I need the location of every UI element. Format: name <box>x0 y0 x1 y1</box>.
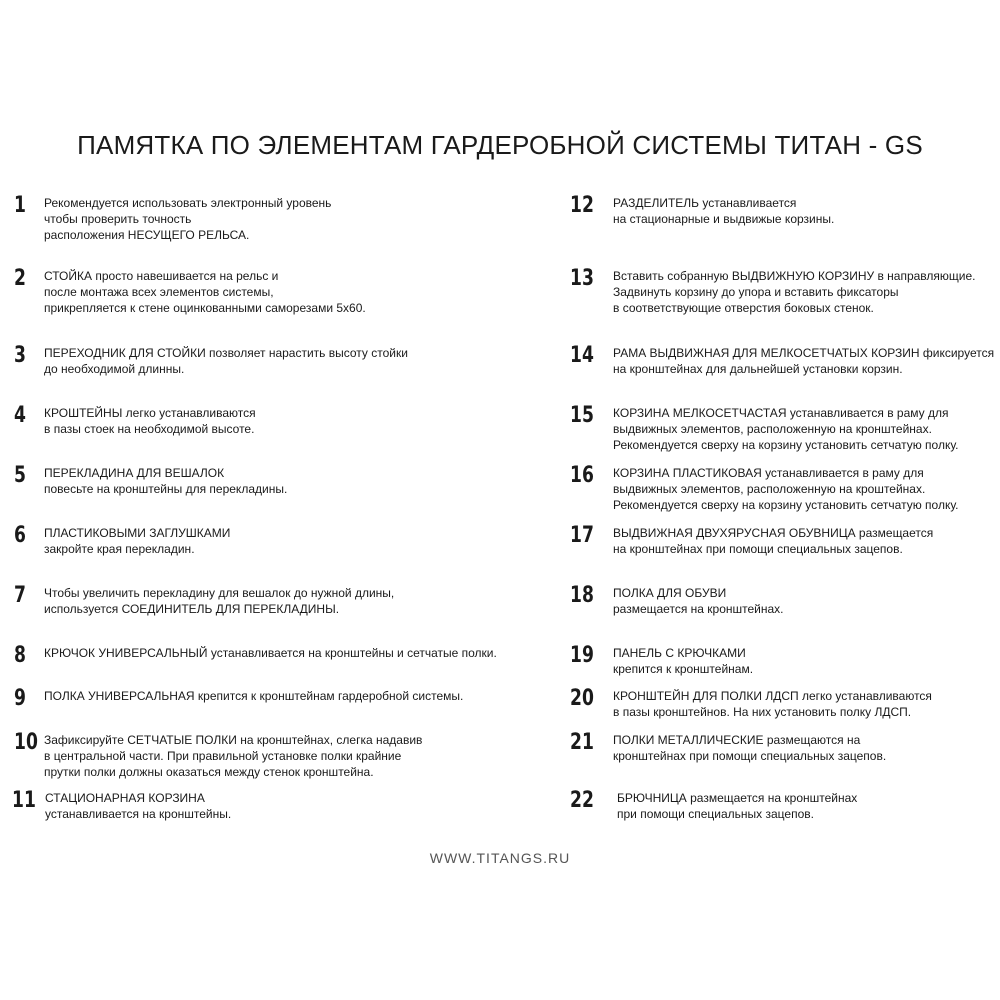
instruction-text <box>44 732 422 780</box>
instruction-number: 9 <box>14 686 26 711</box>
instruction-number: 15 <box>570 403 594 428</box>
instruction-line: чтобы проверить точность <box>44 212 192 226</box>
instruction-number: 11 <box>12 788 36 813</box>
instruction-line: повесьте на кронштейны для перекладины. <box>44 482 288 496</box>
instruction-line: КРЮЧОК УНИВЕРСАЛЬНЫЙ устанавливается на кронштейны и сетчатые полки. <box>44 646 497 660</box>
instruction-text <box>44 645 497 661</box>
instruction-text <box>44 465 287 497</box>
instruction-line: СТАЦИОНАРНАЯ КОРЗИНА <box>45 791 205 805</box>
instruction-number: 4 <box>14 403 26 428</box>
instruction-line: РАЗДЕЛИТЕЛЬ устанавливается <box>613 196 797 210</box>
instruction-text <box>613 525 933 557</box>
instruction-line: в пазы стоек на необходимой высоте. <box>44 422 255 436</box>
instruction-number: 19 <box>570 643 594 668</box>
instruction-text <box>613 345 994 377</box>
instruction-line: СТОЙКА просто навешивается на рельс и <box>44 269 279 283</box>
instruction-text <box>44 345 408 377</box>
instruction-line: в центральной части. При правильной установке полки крайние <box>44 749 402 763</box>
instruction-number: 20 <box>570 686 594 711</box>
instruction-number: 10 <box>14 730 38 755</box>
instruction-line: ПОЛКА ДЛЯ ОБУВИ <box>613 586 727 600</box>
instruction-line: до необходимой длинны. <box>44 362 185 376</box>
instruction-number: 2 <box>14 266 26 291</box>
instruction-text <box>45 790 231 822</box>
instruction-text <box>613 405 958 453</box>
instruction-line: используется СОЕДИНИТЕЛЬ ДЛЯ ПЕРЕКЛАДИНЫ. <box>44 602 340 616</box>
instruction-number: 21 <box>570 730 594 755</box>
instruction-number: 18 <box>570 583 594 608</box>
instruction-number: 16 <box>570 463 594 488</box>
instruction-number: 12 <box>570 193 594 218</box>
instruction-text <box>44 405 256 437</box>
instruction-number: 17 <box>570 523 594 548</box>
instruction-number: 13 <box>570 266 594 291</box>
instruction-number: 22 <box>570 788 594 813</box>
instruction-line: Чтобы увеличить перекладину для вешалок до нужной длины, <box>44 586 395 600</box>
instruction-line: Зафиксируйте СЕТЧАТЫЕ ПОЛКИ на кронштейнах, слегка надавив <box>44 733 423 747</box>
instruction-text <box>44 688 463 704</box>
instruction-line: на стационарные и выдвижые корзины. <box>613 212 835 226</box>
instruction-line: кронштейнах при помощи специальных зацепов. <box>613 749 887 763</box>
instruction-line: ПОЛКИ МЕТАЛЛИЧЕСКИЕ размещаются на <box>613 733 861 747</box>
instruction-line: закройте края перекладин. <box>44 542 195 556</box>
instruction-line: Рекомендуется использовать электронный уровень <box>44 196 332 210</box>
instruction-line: после монтажа всех элементов системы, <box>44 285 274 299</box>
instruction-text <box>613 585 784 617</box>
instruction-line: устанавливается на кронштейны. <box>45 807 232 821</box>
instruction-text <box>617 790 857 822</box>
instruction-text <box>613 645 753 677</box>
instruction-line: БРЮЧНИЦА размещается на кронштейнах <box>617 791 858 805</box>
instruction-number: 7 <box>14 583 26 608</box>
instruction-line: расположения НЕСУЩЕГО РЕЛЬСА. <box>44 228 250 242</box>
instruction-line: выдвижных элементов, расположенную на кронштейнах. <box>613 422 932 436</box>
instruction-line: Вставить собранную ВЫДВИЖНУЮ КОРЗИНУ в направляющие. <box>613 269 976 283</box>
instruction-line: РАМА ВЫДВИЖНАЯ ДЛЯ МЕЛКОСЕТЧАТЫХ КОРЗИН фиксируется <box>613 346 995 360</box>
instruction-line: КОРЗИНА ПЛАСТИКОВАЯ устанавливается в раму для <box>613 466 924 480</box>
instruction-line: на кронштейнах для дальнейшей установки корзин. <box>613 362 903 376</box>
instruction-line: прутки полки должны оказаться между стенок кронштейна. <box>44 765 374 779</box>
instruction-line: Рекомендуется сверху на корзину установить сетчатую полку. <box>613 438 959 452</box>
instruction-number: 6 <box>14 523 26 548</box>
instruction-line: ПОЛКА УНИВЕРСАЛЬНАЯ крепится к кронштейнам гардеробной системы. <box>44 689 464 703</box>
instruction-text <box>44 268 366 316</box>
instruction-line: ПЛАСТИКОВЫМИ ЗАГЛУШКАМИ <box>44 526 231 540</box>
instruction-text <box>44 525 230 557</box>
instruction-number: 8 <box>14 643 26 668</box>
instruction-line: в пазы кронштейнов. На них установить полку ЛДСП. <box>613 705 912 719</box>
instruction-line: ПАНЕЛЬ С КРЮЧКАМИ <box>613 646 746 660</box>
instruction-line: размещается на кронштейнах. <box>613 602 784 616</box>
instruction-line: крепится к кронштейнам. <box>613 662 754 676</box>
instruction-number: 5 <box>14 463 26 488</box>
instruction-text <box>44 195 331 243</box>
instruction-line: в соответствующие отверстия боковых стенок. <box>613 301 874 315</box>
instruction-line: при помощи специальных зацепов. <box>617 807 814 821</box>
instruction-line: на кронштейнах при помощи специальных зацепов. <box>613 542 903 556</box>
instruction-text <box>613 268 976 316</box>
instruction-text <box>613 465 958 513</box>
instruction-line: Рекомендуется сверху на корзину установить сетчатую полку. <box>613 498 959 512</box>
instruction-text <box>613 732 886 764</box>
instruction-text <box>44 585 394 617</box>
instruction-number: 14 <box>570 343 594 368</box>
instruction-text <box>613 688 932 720</box>
instruction-number: 3 <box>14 343 26 368</box>
instruction-line: КОРЗИНА МЕЛКОСЕТЧАСТАЯ устанавливается в раму для <box>613 406 949 420</box>
instruction-line: прикрепляется к стене оцинкованными саморезами 5х60. <box>44 301 366 315</box>
instruction-line: КРОНШТЕЙН ДЛЯ ПОЛКИ ЛДСП легко устанавливаются <box>613 689 932 703</box>
instruction-number: 1 <box>14 193 26 218</box>
instruction-text <box>613 195 834 227</box>
instruction-line: ВЫДВИЖНАЯ ДВУХЯРУСНАЯ ОБУВНИЦА размещается <box>613 526 934 540</box>
instruction-line: КРОШТЕЙНЫ легко устанавливаются <box>44 406 256 420</box>
instruction-line: ПЕРЕКЛАДИНА ДЛЯ ВЕШАЛОК <box>44 466 225 480</box>
instruction-line: Задвинуть корзину до упора и вставить фиксаторы <box>613 285 899 299</box>
website-footer: WWW.TITANGS.RU <box>429 850 571 866</box>
page-title: ПАМЯТКА ПО ЭЛЕМЕНТАМ ГАРДЕРОБНОЙ СИСТЕМЫ ТИТАН - GS <box>77 130 923 160</box>
instruction-line: выдвижных элементов, расположенную на кроштейнах. <box>613 482 926 496</box>
instruction-line: ПЕРЕХОДНИК ДЛЯ СТОЙКИ позволяет нарастить высоту стойки <box>44 346 408 360</box>
